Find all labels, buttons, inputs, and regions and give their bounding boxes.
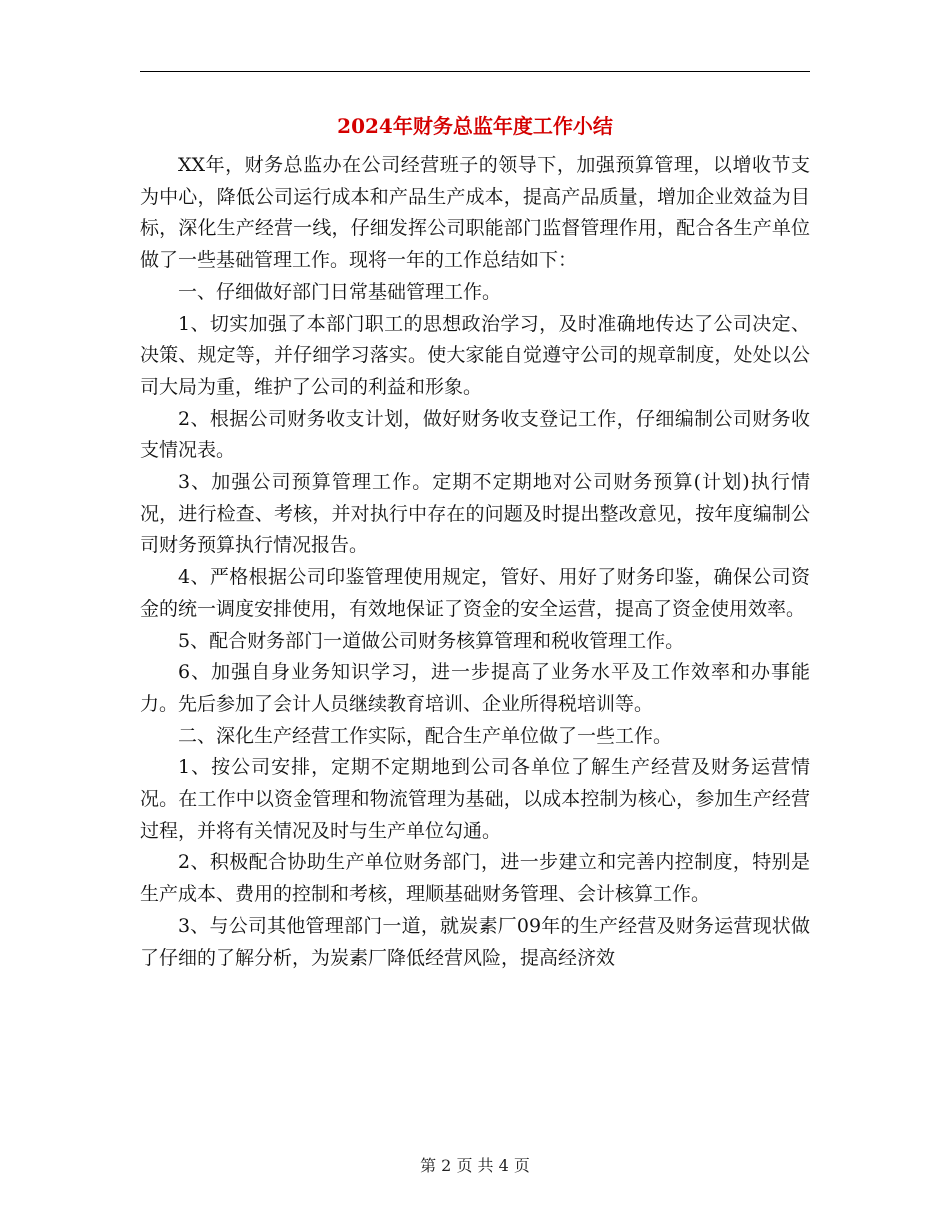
paragraph: XX年，财务总监办在公司经营班子的领导下，加强预算管理，以增收节支为中心，降低公司运行成本和产品生产成本，提高产品质量，增加企业效益为目标，深化生产经营一线，仔细发挥公司职能部门监督管理作用，配合各生产单位做了一些基础管理工作。现将一年的工作总结如下： <box>140 154 810 272</box>
paragraph: 5、配合财务部门一道做公司财务核算管理和税收管理工作。 <box>178 629 685 652</box>
paragraph: 2、积极配合协助生产单位财务部门，进一步建立和完善内控制度，特别是生产成本、费用的控制和考核，理顺基础财务管理、会计核算工作。 <box>140 851 810 906</box>
document-body <box>140 150 810 974</box>
paragraph: 6、加强自身业务知识学习，进一步提高了业务水平及工作效率和办事能力。先后参加了会计人员继续教育培训、企业所得税培训等。 <box>140 661 810 715</box>
page-number: 第 2 页 共 4 页 <box>420 1156 530 1175</box>
document-title: 2024年财务总监年度工作小结 <box>337 114 613 138</box>
paragraph: 3、加强公司预算管理工作。定期不定期地对公司财务预算(计划)执行情况，进行检查、考核，并对执行中存在的问题及时提出整改意见，按年度编制公司财务预算执行情况报告。 <box>140 471 810 557</box>
section-heading: 二、深化生产经营工作实际，配合生产单位做了一些工作。 <box>178 724 673 747</box>
paragraph: 1、按公司安排，定期不定期地到公司各单位了解生产经营及财务运营情况。在工作中以资金管理和物流管理为基础，以成本控制为核心，参加生产经营过程，并将有关情况及时与生产单位勾通。 <box>140 756 810 842</box>
paragraph: 2、根据公司财务收支计划，做好财务收支登记工作，仔细编制公司财务收支情况表。 <box>140 407 810 462</box>
paragraph: 4、严格根据公司印鉴管理使用规定，管好、用好了财务印鉴，确保公司资金的统一调度安排使用，有效地保证了资金的安全运营，提高了资金使用效率。 <box>140 566 810 620</box>
section-heading: 一、仔细做好部门日常基础管理工作。 <box>178 280 502 303</box>
header-rule <box>140 71 810 72</box>
paragraph: 3、与公司其他管理部门一道，就炭素厂09年的生产经营及财务运营现状做了仔细的了解分析，为炭素厂降低经营风险，提高经济效 <box>140 914 810 969</box>
paragraph: 1、切实加强了本部门职工的思想政治学习，及时准确地传达了公司决定、决策、规定等，并仔细学习落实。使大家能自觉遵守公司的规章制度，处处以公司大局为重，维护了公司的利益和形象。 <box>140 312 810 398</box>
